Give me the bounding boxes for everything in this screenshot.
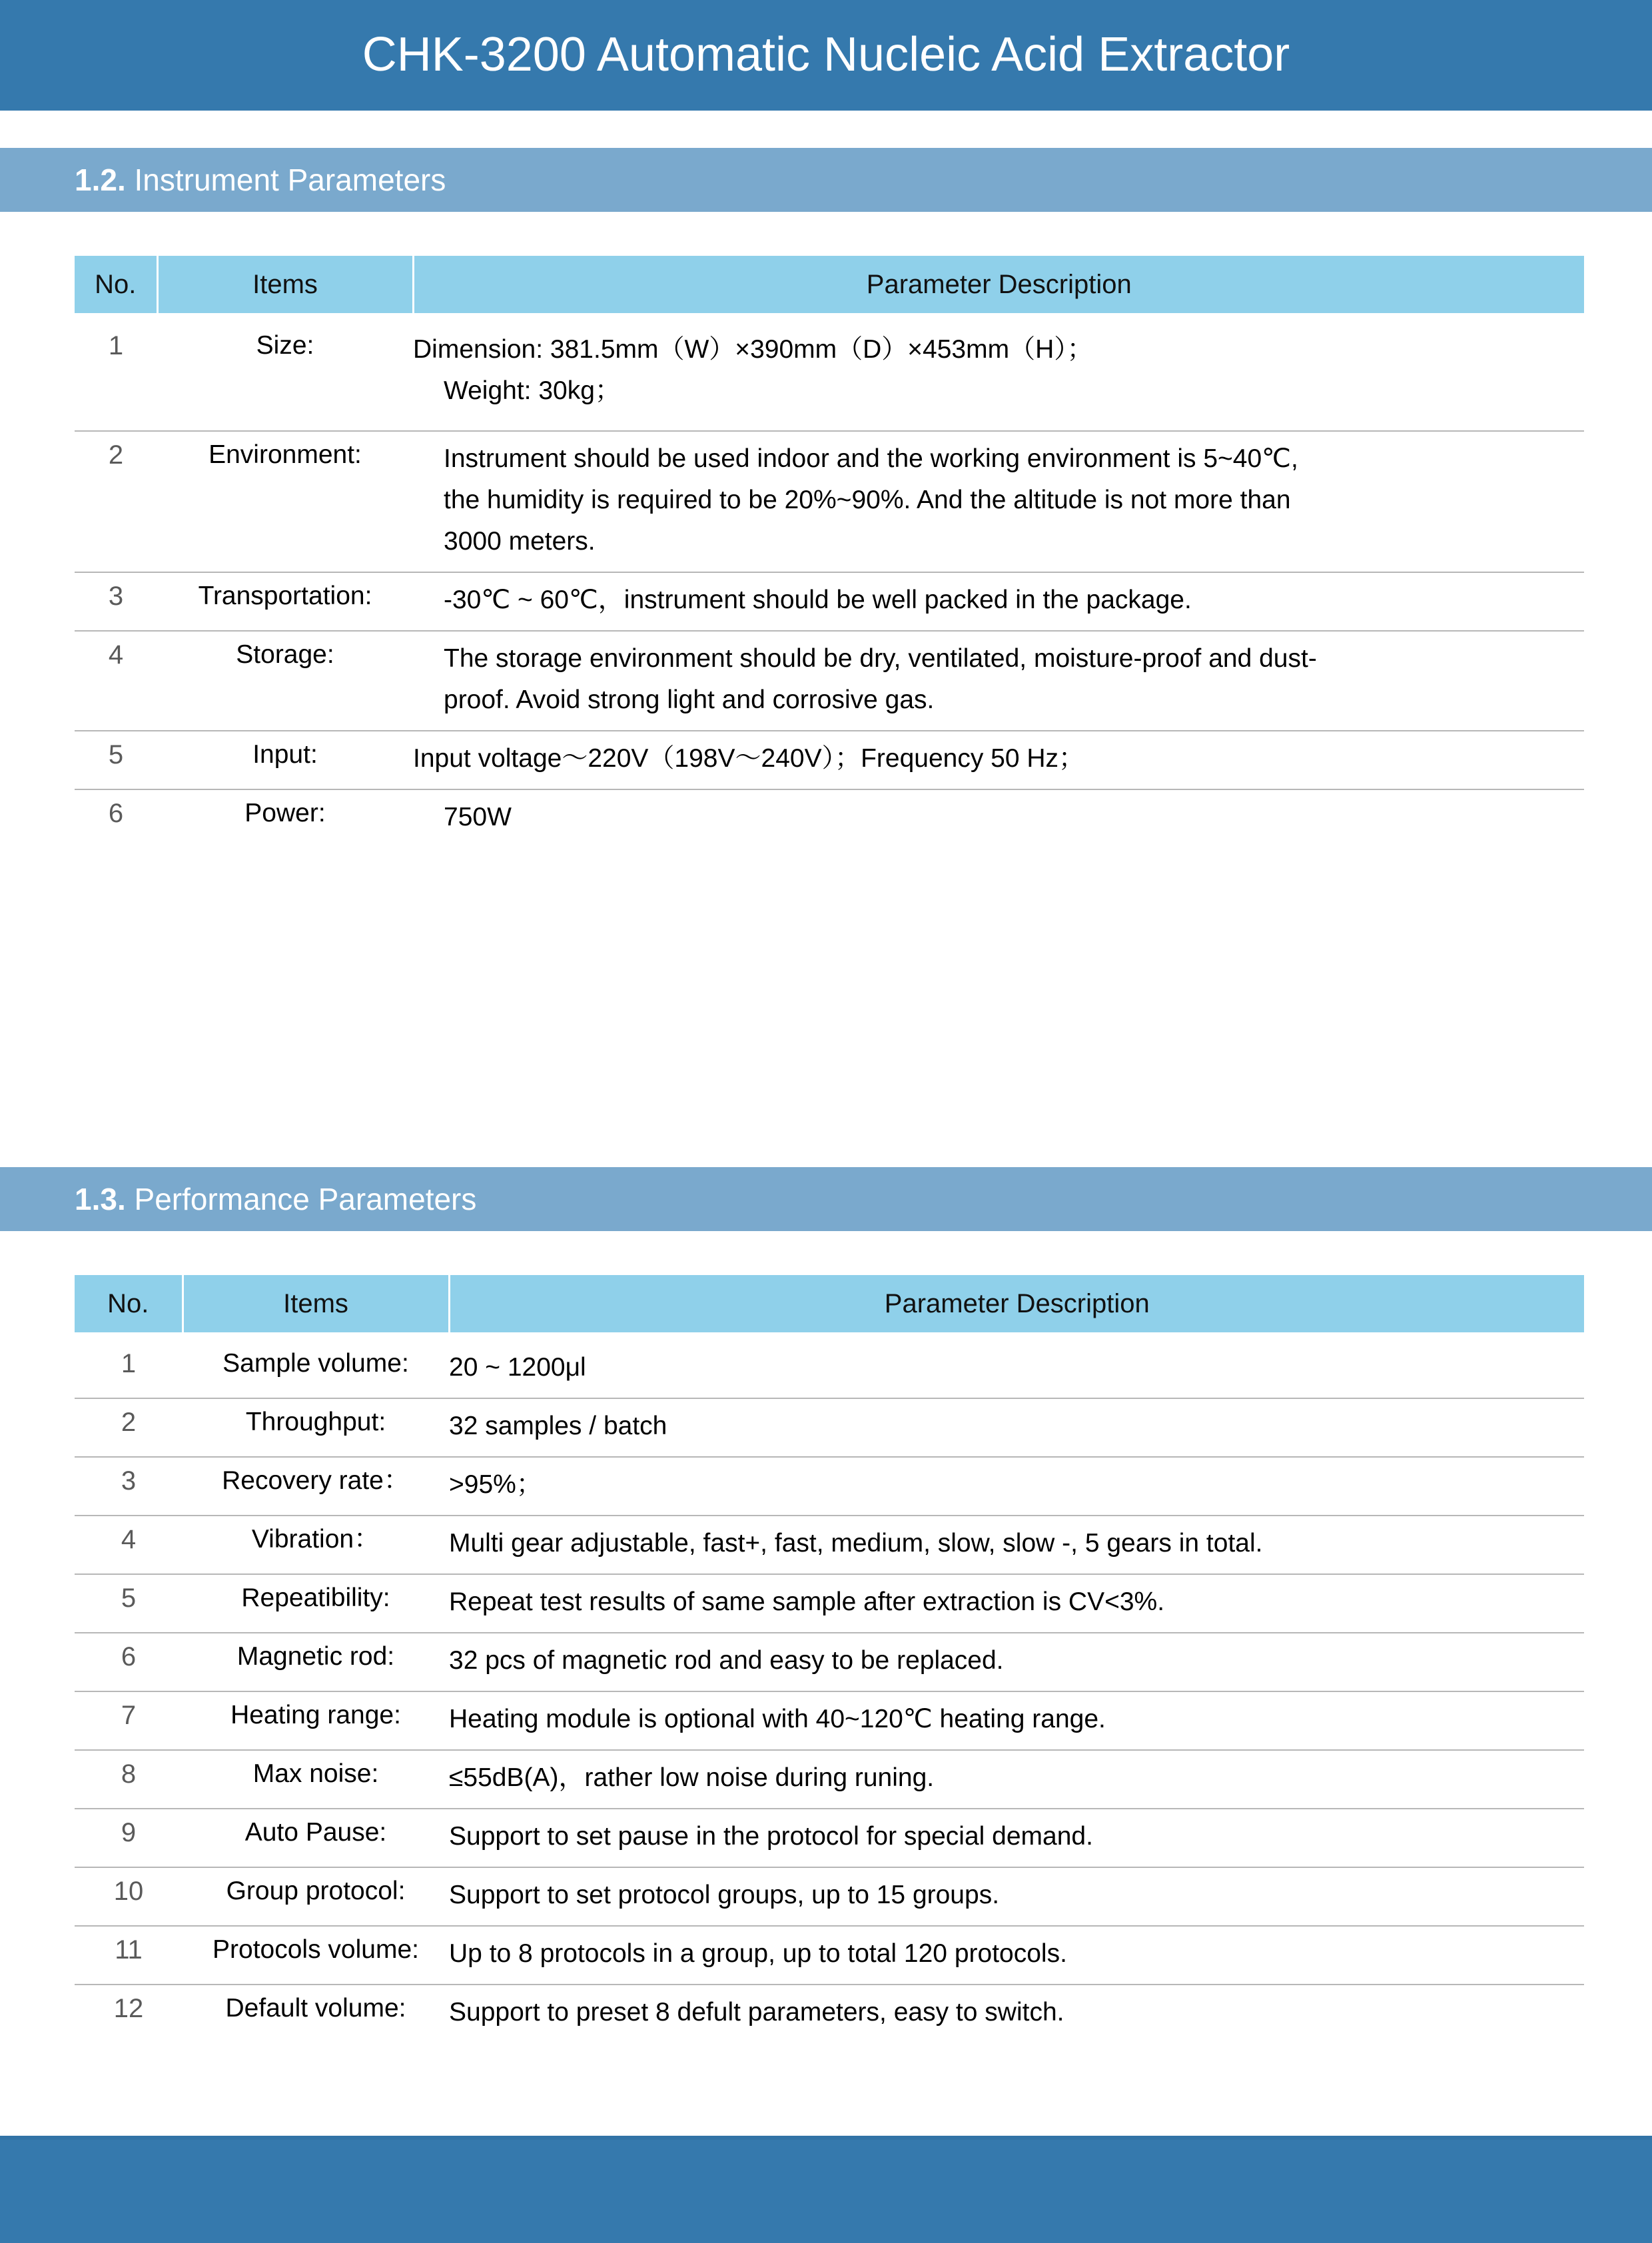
section-header-performance-parameters xyxy=(0,1167,1652,1231)
column-header-parameter-description: Parameter Description xyxy=(449,1275,1584,1332)
footer-accent-stripe xyxy=(0,2136,1652,2140)
row-item: Throughput: xyxy=(183,1398,449,1457)
table-row xyxy=(75,1750,1584,1809)
row-number: 7 xyxy=(75,1691,183,1750)
row-number: 4 xyxy=(75,631,157,731)
table-header-row xyxy=(75,256,1584,313)
row-item: Default volume: xyxy=(183,1985,449,2042)
row-description: Support to preset 8 defult parameters, easy to switch. xyxy=(449,1985,1584,2042)
row-description: Heating module is optional with 40~120℃ heating range. xyxy=(449,1691,1584,1750)
row-item: Input: xyxy=(157,731,413,789)
section-title-13: Performance Parameters xyxy=(134,1182,477,1216)
row-item: Power: xyxy=(157,789,413,847)
table-row xyxy=(75,1398,1584,1457)
desc-line-2: the humidity is required to be 20%~90%. And the altitude is not more than xyxy=(444,486,1291,514)
column-header-no: No. xyxy=(75,256,157,313)
table-row xyxy=(75,1985,1584,2042)
row-description: Up to 8 protocols in a group, up to total 120 protocols. xyxy=(449,1926,1584,1985)
desc-line-2: proof. Avoid strong light and corrosive gas. xyxy=(444,685,935,714)
table-row xyxy=(75,1516,1584,1574)
row-item: Auto Pause: xyxy=(183,1809,449,1867)
row-description: Multi gear adjustable, fast+, fast, medium, slow, slow -, 5 gears in total. xyxy=(449,1516,1584,1574)
instrument-parameters-table xyxy=(75,256,1584,847)
row-item: Sample volume: xyxy=(222,1349,409,1378)
row-number: 1 xyxy=(121,1349,137,1378)
table-row xyxy=(75,1809,1584,1867)
row-number: 10 xyxy=(75,1867,183,1926)
row-item: Group protocol: xyxy=(183,1867,449,1926)
table-row xyxy=(75,1867,1584,1926)
row-description: Support to set protocol groups, up to 15 groups. xyxy=(449,1867,1584,1926)
row-number: 6 xyxy=(75,789,157,847)
desc-line-1: 750W xyxy=(444,803,512,831)
column-header-no: No. xyxy=(75,1275,183,1332)
row-description: 32 pcs of magnetic rod and easy to be replaced. xyxy=(449,1633,1584,1691)
section-number-12: 1.2. xyxy=(75,163,126,197)
row-number: 8 xyxy=(75,1750,183,1809)
row-number: 3 xyxy=(75,1457,183,1516)
row-item: Recovery rate： xyxy=(183,1457,449,1516)
performance-parameters-table xyxy=(75,1275,1584,2042)
table-row xyxy=(75,1633,1584,1691)
row-item: Magnetic rod: xyxy=(183,1633,449,1691)
desc-line-1: Instrument should be used indoor and the working environment is 5~40℃, xyxy=(444,444,1298,473)
row-description: Repeat test results of same sample after extraction is CV<3%. xyxy=(449,1574,1584,1633)
table-row xyxy=(75,631,1584,731)
row-description xyxy=(413,572,1584,631)
row-number: 6 xyxy=(75,1633,183,1691)
footer-banner xyxy=(0,2136,1652,2243)
row-description xyxy=(413,631,1584,731)
section-title-12: Instrument Parameters xyxy=(134,163,446,197)
table-row xyxy=(75,572,1584,631)
desc-line-1: ‐30℃ ~ 60℃，instrument should be well packed in the package. xyxy=(444,586,1192,614)
row-item: Vibration： xyxy=(183,1516,449,1574)
row-item: Heating range: xyxy=(183,1691,449,1750)
row-item: Repeatibility: xyxy=(183,1574,449,1633)
column-header-items: Items xyxy=(157,256,413,313)
section-header-instrument-parameters xyxy=(0,148,1652,212)
table-row xyxy=(75,1332,1584,1398)
desc-line-3: 3000 meters. xyxy=(444,527,596,556)
row-item: Transportation: xyxy=(157,572,413,631)
row-number: 5 xyxy=(75,1574,183,1633)
table-row xyxy=(75,1457,1584,1516)
row-number: 2 xyxy=(75,431,157,572)
row-number: 9 xyxy=(75,1809,183,1867)
column-header-items: Items xyxy=(183,1275,449,1332)
row-description: ≤55dB(A)，rather low noise during runing. xyxy=(449,1750,1584,1809)
desc-line-2: Weight: 30kg； xyxy=(444,376,621,405)
table-row xyxy=(75,789,1584,847)
row-number: 11 xyxy=(75,1926,183,1985)
row-number: 12 xyxy=(75,1985,183,2042)
row-number: 2 xyxy=(75,1398,183,1457)
row-item: Size: xyxy=(256,331,314,360)
desc-line-1: Input voltage～220V（198V～240V）；Frequency 50 Hz； xyxy=(413,744,1085,773)
table-row xyxy=(75,1574,1584,1633)
row-description: 20 ~ 1200μl xyxy=(449,1353,586,1382)
column-header-parameter-description: Parameter Description xyxy=(413,256,1584,313)
row-number: 5 xyxy=(75,731,157,789)
table-row xyxy=(75,431,1584,572)
row-description: >95%； xyxy=(449,1457,1584,1516)
table-header-row xyxy=(75,1275,1584,1332)
desc-line-1: Dimension: 381.5mm（W）×390mm（D）×453mm（H）； xyxy=(413,335,1093,364)
row-description: Support to set pause in the protocol for special demand. xyxy=(449,1809,1584,1867)
row-number: 1 xyxy=(108,331,124,360)
row-number: 3 xyxy=(75,572,157,631)
page-title: CHK-3200 Automatic Nucleic Acid Extractor xyxy=(362,28,1290,81)
row-description xyxy=(413,313,1584,431)
desc-line-1: The storage environment should be dry, ventilated, moisture-proof and dust- xyxy=(444,644,1317,673)
table-row xyxy=(75,1691,1584,1750)
section-label-performance xyxy=(75,1181,476,1217)
row-description xyxy=(413,789,1584,847)
row-item: Storage: xyxy=(157,631,413,731)
table-row xyxy=(75,313,1584,431)
row-description: 32 samples / batch xyxy=(449,1398,1584,1457)
row-number: 4 xyxy=(75,1516,183,1574)
table-row xyxy=(75,1926,1584,1985)
row-description xyxy=(413,731,1584,789)
section-number-13: 1.3. xyxy=(75,1182,126,1216)
row-item: Environment: xyxy=(157,431,413,572)
row-item: Protocols volume: xyxy=(183,1926,449,1985)
table-row xyxy=(75,731,1584,789)
document-title-banner xyxy=(0,0,1652,111)
row-description xyxy=(413,431,1584,572)
row-item: Max noise: xyxy=(183,1750,449,1809)
section-label-instrument xyxy=(75,162,446,198)
